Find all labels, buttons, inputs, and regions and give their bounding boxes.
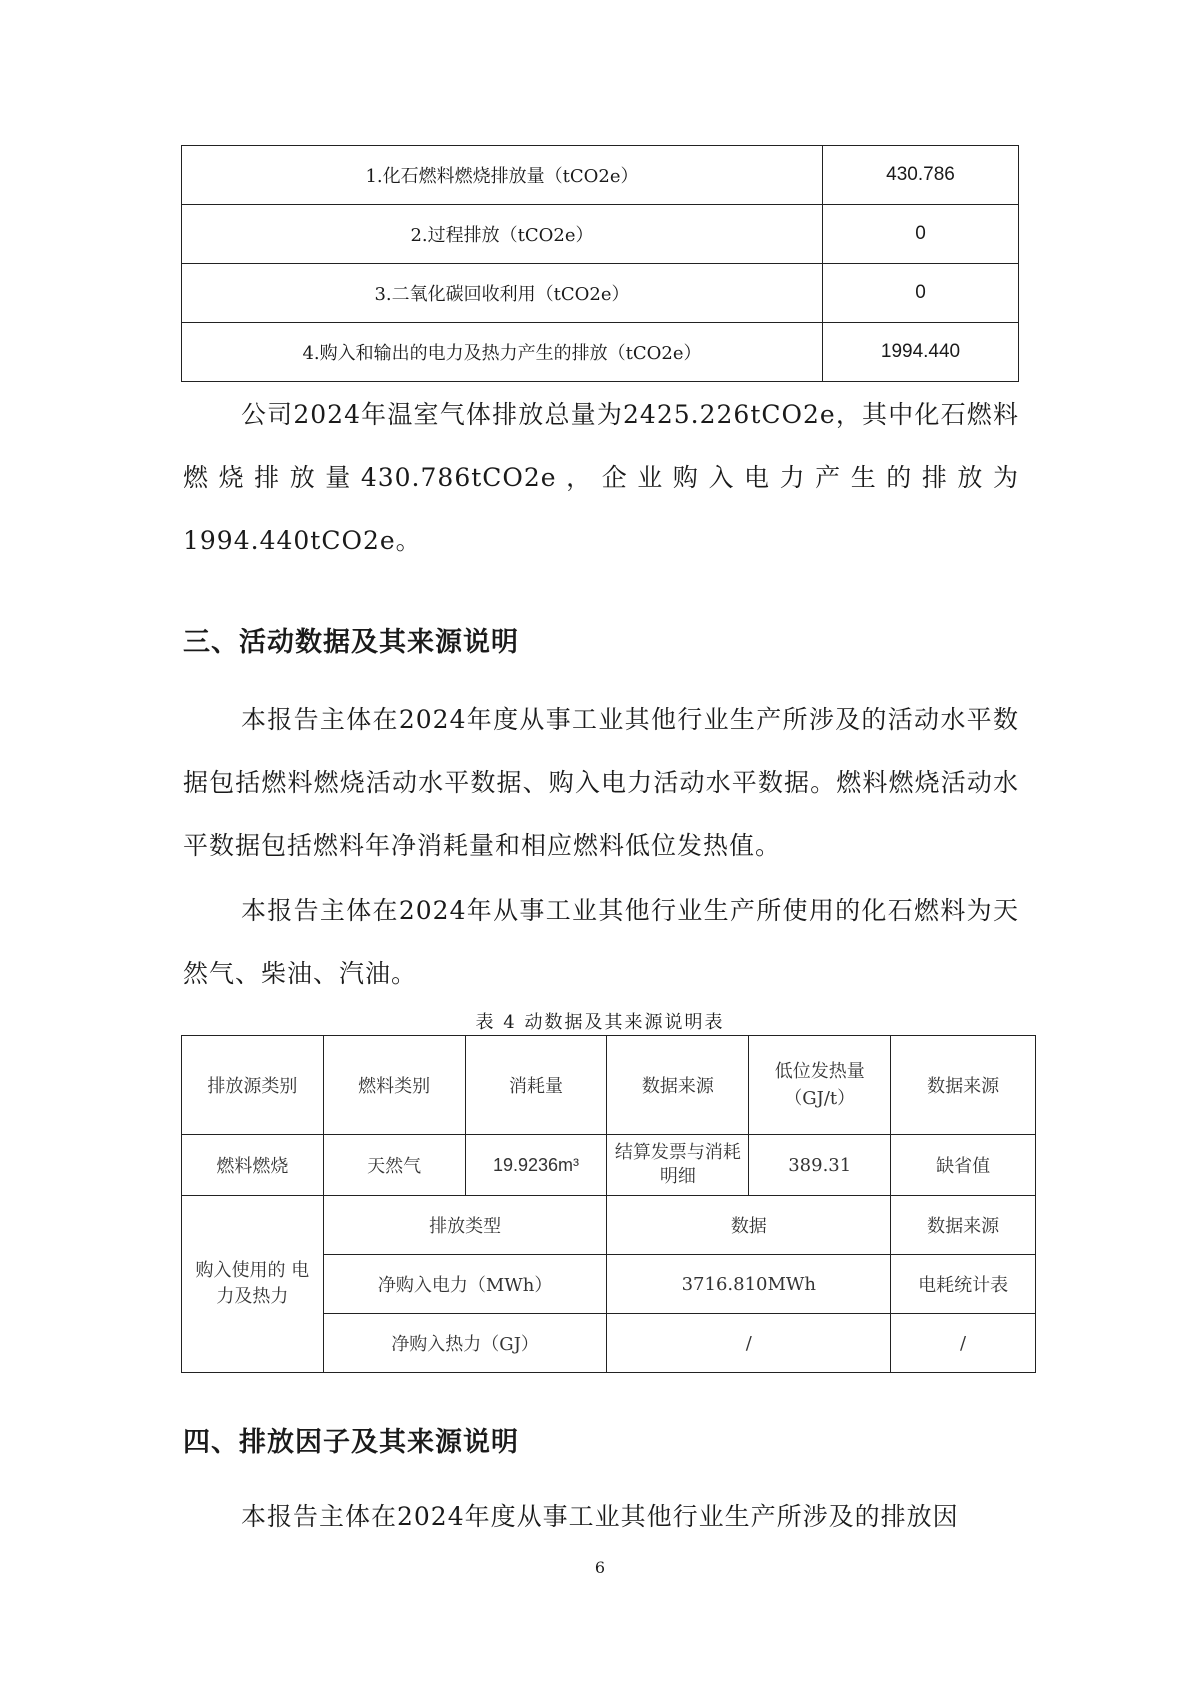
header-cell: 数据: [607, 1196, 891, 1255]
table-cell: 净购入电力（MWh）: [323, 1255, 607, 1314]
summary-value: 430.786: [823, 146, 1019, 205]
table-cell: 3716.810MWh: [607, 1255, 891, 1314]
summary-label: 3.二氧化碳回收利用（tCO2e）: [182, 264, 823, 323]
header-cell: 低位发热量（GJ/t）: [749, 1036, 891, 1135]
table-row: [182, 1196, 1036, 1255]
summary-label: 1.化石燃料燃烧排放量（tCO2e）: [182, 146, 823, 205]
total-emissions-paragraph: 公司2024年温室气体排放总量为2425.226tCO2e，其中化石燃料燃烧排放量430.786tCO2e，企业购入电力产生的排放为1994.440tCO2e。: [183, 400, 1019, 555]
summary-value: 0: [823, 205, 1019, 264]
table-cell: /: [607, 1314, 891, 1373]
table-cell: /: [891, 1314, 1036, 1373]
activity-data-table: [181, 1035, 1036, 1373]
header-cell: 数据来源: [891, 1196, 1036, 1255]
page-number: 6: [594, 1558, 606, 1577]
header-cell: 数据来源: [607, 1036, 749, 1135]
section-heading-emission-factors: 四、排放因子及其来源说明: [183, 1427, 519, 1458]
header-cell: 数据来源: [891, 1036, 1036, 1135]
header-cell: 排放源类别: [182, 1036, 324, 1135]
table-cell: 19.9236m³: [465, 1135, 607, 1196]
activity-data-paragraph: 本报告主体在2024年度从事工业其他行业生产所涉及的活动水平数据包括燃料燃烧活动水平数据、购入电力活动水平数据。燃料燃烧活动水平数据包括燃料年净消耗量和相应燃料低位发热值。: [183, 705, 1019, 860]
table-cell: 天然气: [323, 1135, 465, 1196]
section-heading-activity-data: 三、活动数据及其来源说明: [183, 627, 519, 658]
table-row: [182, 205, 1019, 264]
table-row: [182, 146, 1019, 205]
table-row: [182, 1135, 1036, 1196]
table-cell: 购入使用的 电力及热力: [182, 1196, 324, 1373]
header-cell: 排放类型: [323, 1196, 607, 1255]
emissions-summary-table: [181, 145, 1019, 382]
table-cell: 燃料燃烧: [182, 1135, 324, 1196]
summary-value: 0: [823, 264, 1019, 323]
table-header-row: [182, 1036, 1036, 1135]
header-cell: 消耗量: [465, 1036, 607, 1135]
table-cell: 结算发票与消耗明细: [607, 1135, 749, 1196]
header-cell: 燃料类别: [323, 1036, 465, 1135]
table-cell: 389.31: [749, 1135, 891, 1196]
fossil-fuel-paragraph: 本报告主体在2024年从事工业其他行业生产所使用的化石燃料为天然气、柴油、汽油。: [183, 896, 1019, 988]
table-row: [182, 323, 1019, 382]
table-cell: 缺省值: [891, 1135, 1036, 1196]
table-row: [182, 264, 1019, 323]
summary-label: 2.过程排放（tCO2e）: [182, 205, 823, 264]
table-cell: 电耗统计表: [891, 1255, 1036, 1314]
table-caption: 表 4 动数据及其来源说明表: [475, 1012, 725, 1033]
table-cell: 净购入热力（GJ）: [323, 1314, 607, 1373]
summary-label: 4.购入和输出的电力及热力产生的排放（tCO2e）: [182, 323, 823, 382]
summary-value: 1994.440: [823, 323, 1019, 382]
emission-factor-paragraph: 本报告主体在2024年度从事工业其他行业生产所涉及的排放因: [241, 1502, 959, 1531]
